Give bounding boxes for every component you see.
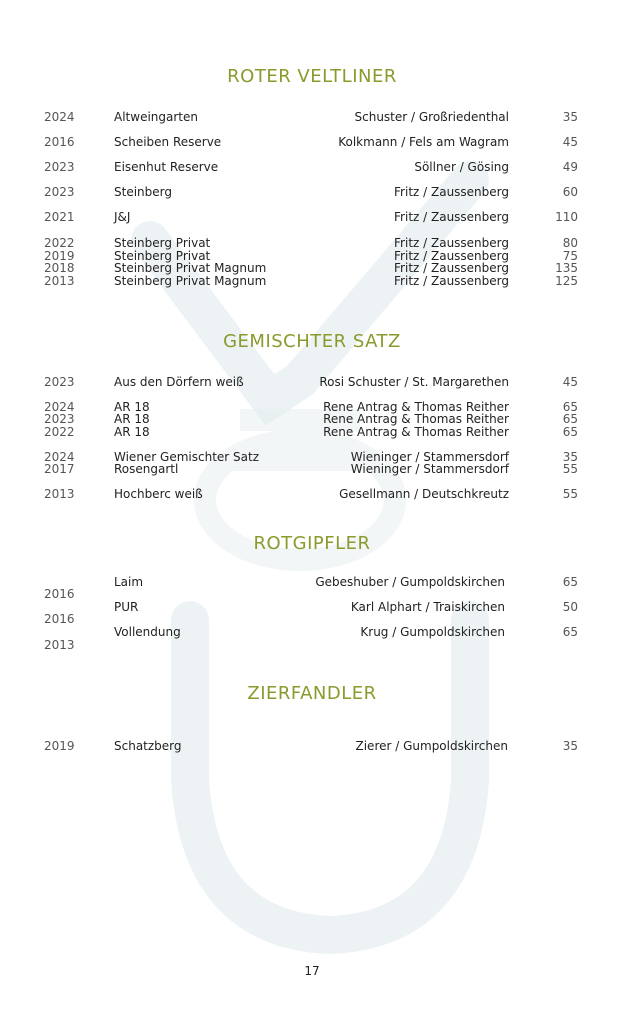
producer: Schuster / Großriedenthal [354, 110, 509, 124]
producer: Krug / Gumpoldskirchen [360, 625, 505, 639]
wine-row [0, 463, 624, 476]
price: 135 [555, 261, 578, 275]
wine-row [0, 426, 624, 439]
producer: Rosi Schuster / St. Margarethen [319, 375, 509, 389]
producer: Fritz / Zaussenberg [394, 274, 509, 288]
wine-row [0, 161, 624, 174]
price: 65 [562, 575, 578, 589]
vintage-year: 2017 [44, 462, 75, 476]
wine-row [0, 237, 624, 250]
wine-name: AR 18 [114, 425, 150, 439]
vintage-year: 2023 [44, 160, 75, 174]
producer: Wieninger / Stammersdorf [350, 450, 509, 464]
vintage-year: 2016 [44, 587, 75, 601]
wine-name: Aus den Dörfern weiß [114, 375, 244, 389]
wine-row [0, 588, 624, 601]
producer: Söllner / Gösing [414, 160, 509, 174]
producer: Fritz / Zaussenberg [394, 236, 509, 250]
wine-row [0, 275, 624, 288]
wine-name: Steinberg [114, 185, 172, 199]
price: 65 [562, 412, 578, 426]
wine-row [0, 262, 624, 275]
producer: Gebeshuber / Gumpoldskirchen [315, 575, 505, 589]
vintage-year: 2016 [44, 612, 75, 626]
price: 45 [562, 135, 578, 149]
vintage-year: 2022 [44, 425, 75, 439]
wine-name: Laim [114, 575, 144, 589]
wine-row [0, 488, 624, 501]
producer: Zierer / Gumpoldskirchen [355, 739, 508, 753]
wine-name: PUR [114, 600, 139, 614]
wine-name: AR 18 [114, 412, 150, 426]
wine-row [0, 639, 624, 652]
wine-name: Scheiben Reserve [114, 135, 222, 149]
price: 80 [562, 236, 578, 250]
page-number: 17 [304, 964, 320, 978]
price: 49 [562, 160, 578, 174]
vintage-year: 2024 [44, 110, 75, 124]
price: 125 [555, 274, 578, 288]
producer: Fritz / Zaussenberg [394, 210, 509, 224]
wine-row [0, 740, 624, 753]
producer: Fritz / Zaussenberg [394, 261, 509, 275]
vintage-year: 2019 [44, 739, 75, 753]
price: 65 [562, 425, 578, 439]
wine-name: Steinberg Privat [114, 249, 211, 263]
wine-name: J&J [114, 210, 131, 224]
price: 55 [562, 487, 578, 501]
wine-name: Wiener Gemischter Satz [114, 450, 260, 464]
wine-row [0, 186, 624, 199]
producer: Fritz / Zaussenberg [394, 249, 509, 263]
wine-row [0, 136, 624, 149]
vintage-year: 2018 [44, 261, 75, 275]
vintage-year: 2021 [44, 210, 75, 224]
price: 75 [562, 249, 578, 263]
price: 60 [562, 185, 578, 199]
producer: Rene Antrag & Thomas Reither [323, 412, 509, 426]
wine-row [0, 111, 624, 124]
price: 35 [562, 110, 578, 124]
vintage-year: 2016 [44, 135, 75, 149]
producer: Rene Antrag & Thomas Reither [323, 400, 509, 414]
wine-name: Hochberc weiß [114, 487, 203, 501]
producer: Wieninger / Stammersdorf [350, 462, 509, 476]
price: 55 [562, 462, 578, 476]
wine-row [0, 211, 624, 224]
vintage-year: 2024 [44, 450, 75, 464]
vintage-year: 2013 [44, 274, 75, 288]
wine-row [0, 626, 624, 639]
wine-name: Altweingarten [114, 110, 198, 124]
vintage-year: 2023 [44, 375, 75, 389]
section-title-roter-veltliner: ROTER VELTLINER [227, 66, 397, 87]
wine-name: Schatzberg [114, 739, 182, 753]
price: 50 [562, 600, 578, 614]
wine-name: Steinberg Privat Magnum [114, 274, 267, 288]
wine-name: Vollendung [114, 625, 181, 639]
wine-row [0, 376, 624, 389]
wine-name: Steinberg Privat [114, 236, 211, 250]
vintage-year: 2013 [44, 638, 75, 652]
section-title-rotgipfler: ROTGIPFLER [253, 533, 371, 554]
producer: Rene Antrag & Thomas Reither [323, 425, 509, 439]
section-title-zierfandler: ZIERFANDLER [247, 683, 377, 704]
price: 110 [555, 210, 578, 224]
producer: Karl Alphart / Traiskirchen [350, 600, 505, 614]
producer: Fritz / Zaussenberg [394, 185, 509, 199]
producer: Gesellmann / Deutschkreutz [339, 487, 509, 501]
vintage-year: 2023 [44, 185, 75, 199]
price: 65 [562, 400, 578, 414]
section-title-gemischter-satz: GEMISCHTER SATZ [223, 331, 401, 352]
wine-row [0, 613, 624, 626]
producer: Kolkmann / Fels am Wagram [338, 135, 509, 149]
price: 35 [562, 450, 578, 464]
wine-name: Rosengartl [114, 462, 179, 476]
wine-name: Steinberg Privat Magnum [114, 261, 267, 275]
vintage-year: 2019 [44, 249, 75, 263]
vintage-year: 2024 [44, 400, 75, 414]
wine-name: Eisenhut Reserve [114, 160, 219, 174]
vintage-year: 2022 [44, 236, 75, 250]
wine-name: AR 18 [114, 400, 150, 414]
wine-row [0, 413, 624, 426]
vintage-year: 2013 [44, 487, 75, 501]
price: 45 [562, 375, 578, 389]
vintage-year: 2023 [44, 412, 75, 426]
price: 35 [562, 739, 578, 753]
price: 65 [562, 625, 578, 639]
